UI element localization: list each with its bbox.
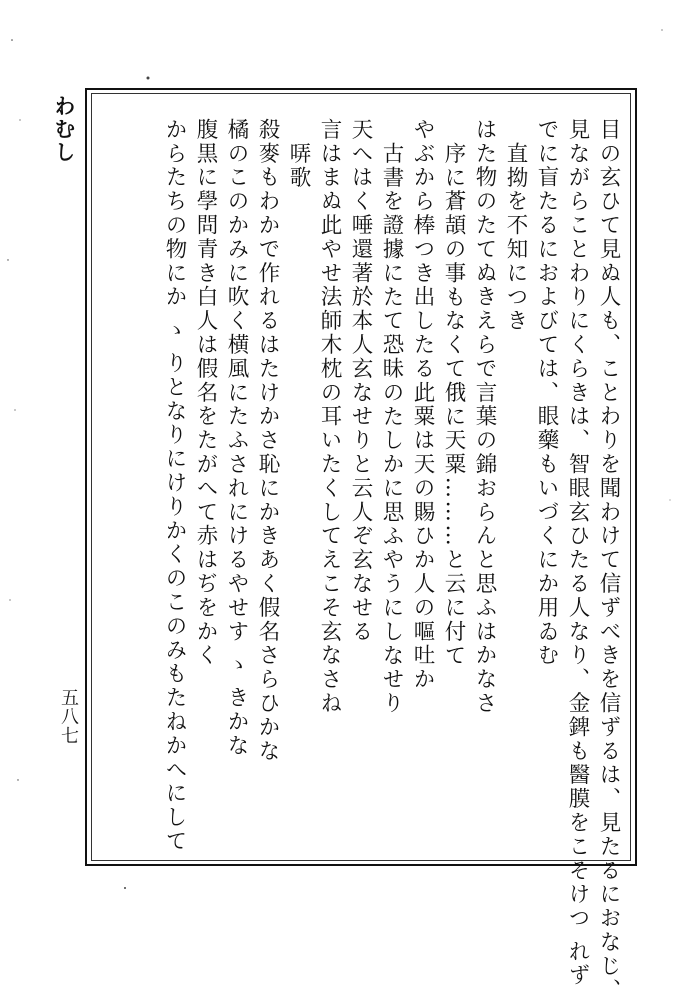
text-column-3: でに盲たるにおよびては、眼藥もいづくにか用ゐむ [534,118,559,668]
text-column-10: 言はまぬ此やせ法師木枕の耳いたくしてえこそ玄なさね [317,118,342,716]
text-column-1: 目の玄ひて見ぬ人も、ことわりを聞わけて信ずべきを信ずるは、見たるにおなじ、 [596,118,621,1002]
text-column-9: 天へはく唾還著於本人玄なせりと云人ぞ玄なせる [348,118,373,644]
text-column-8: 古書を證據にたて恐昧のたしかに思ふやうにしなせり [379,142,404,716]
text-column-15: からたちの物にか ゝ りとなりにけりかくのこのみもたねかへにして [162,118,187,854]
text-column-7: やぶから棒つき出したる此粟は天の賜ひか人の嘔吐か [410,118,435,692]
text-column-5: はた物のたてぬきえらで言葉の錦おらんと思ふはかなさ [472,118,497,716]
running-title: わむし [52,95,77,164]
text-column-2: 見ながらことわりにくらきは、智眼玄ひたる人なり、金錍も醫膜をこそけつ れず [565,118,590,988]
text-column-13: 橘のこのかみに吹く横風にたふされにけるやせす ゝ きかな [224,118,249,758]
page-number: 五八七 [58,688,79,745]
text-column-14: 腹黒に學問青き白人は假名をたがへて赤はぢをかく [193,118,218,668]
text-columns [161,118,621,1002]
text-column-12: 殺麥もわかで作れるはたけかさ恥にかきあく假名さらひかな [255,118,280,764]
text-column-6: 序に蒼頡の事もなくて俄に天粟………と云に付て [441,142,466,668]
text-column-11: 哢歌 [286,142,311,190]
text-column-4: 直拗を不知につき [503,142,528,334]
